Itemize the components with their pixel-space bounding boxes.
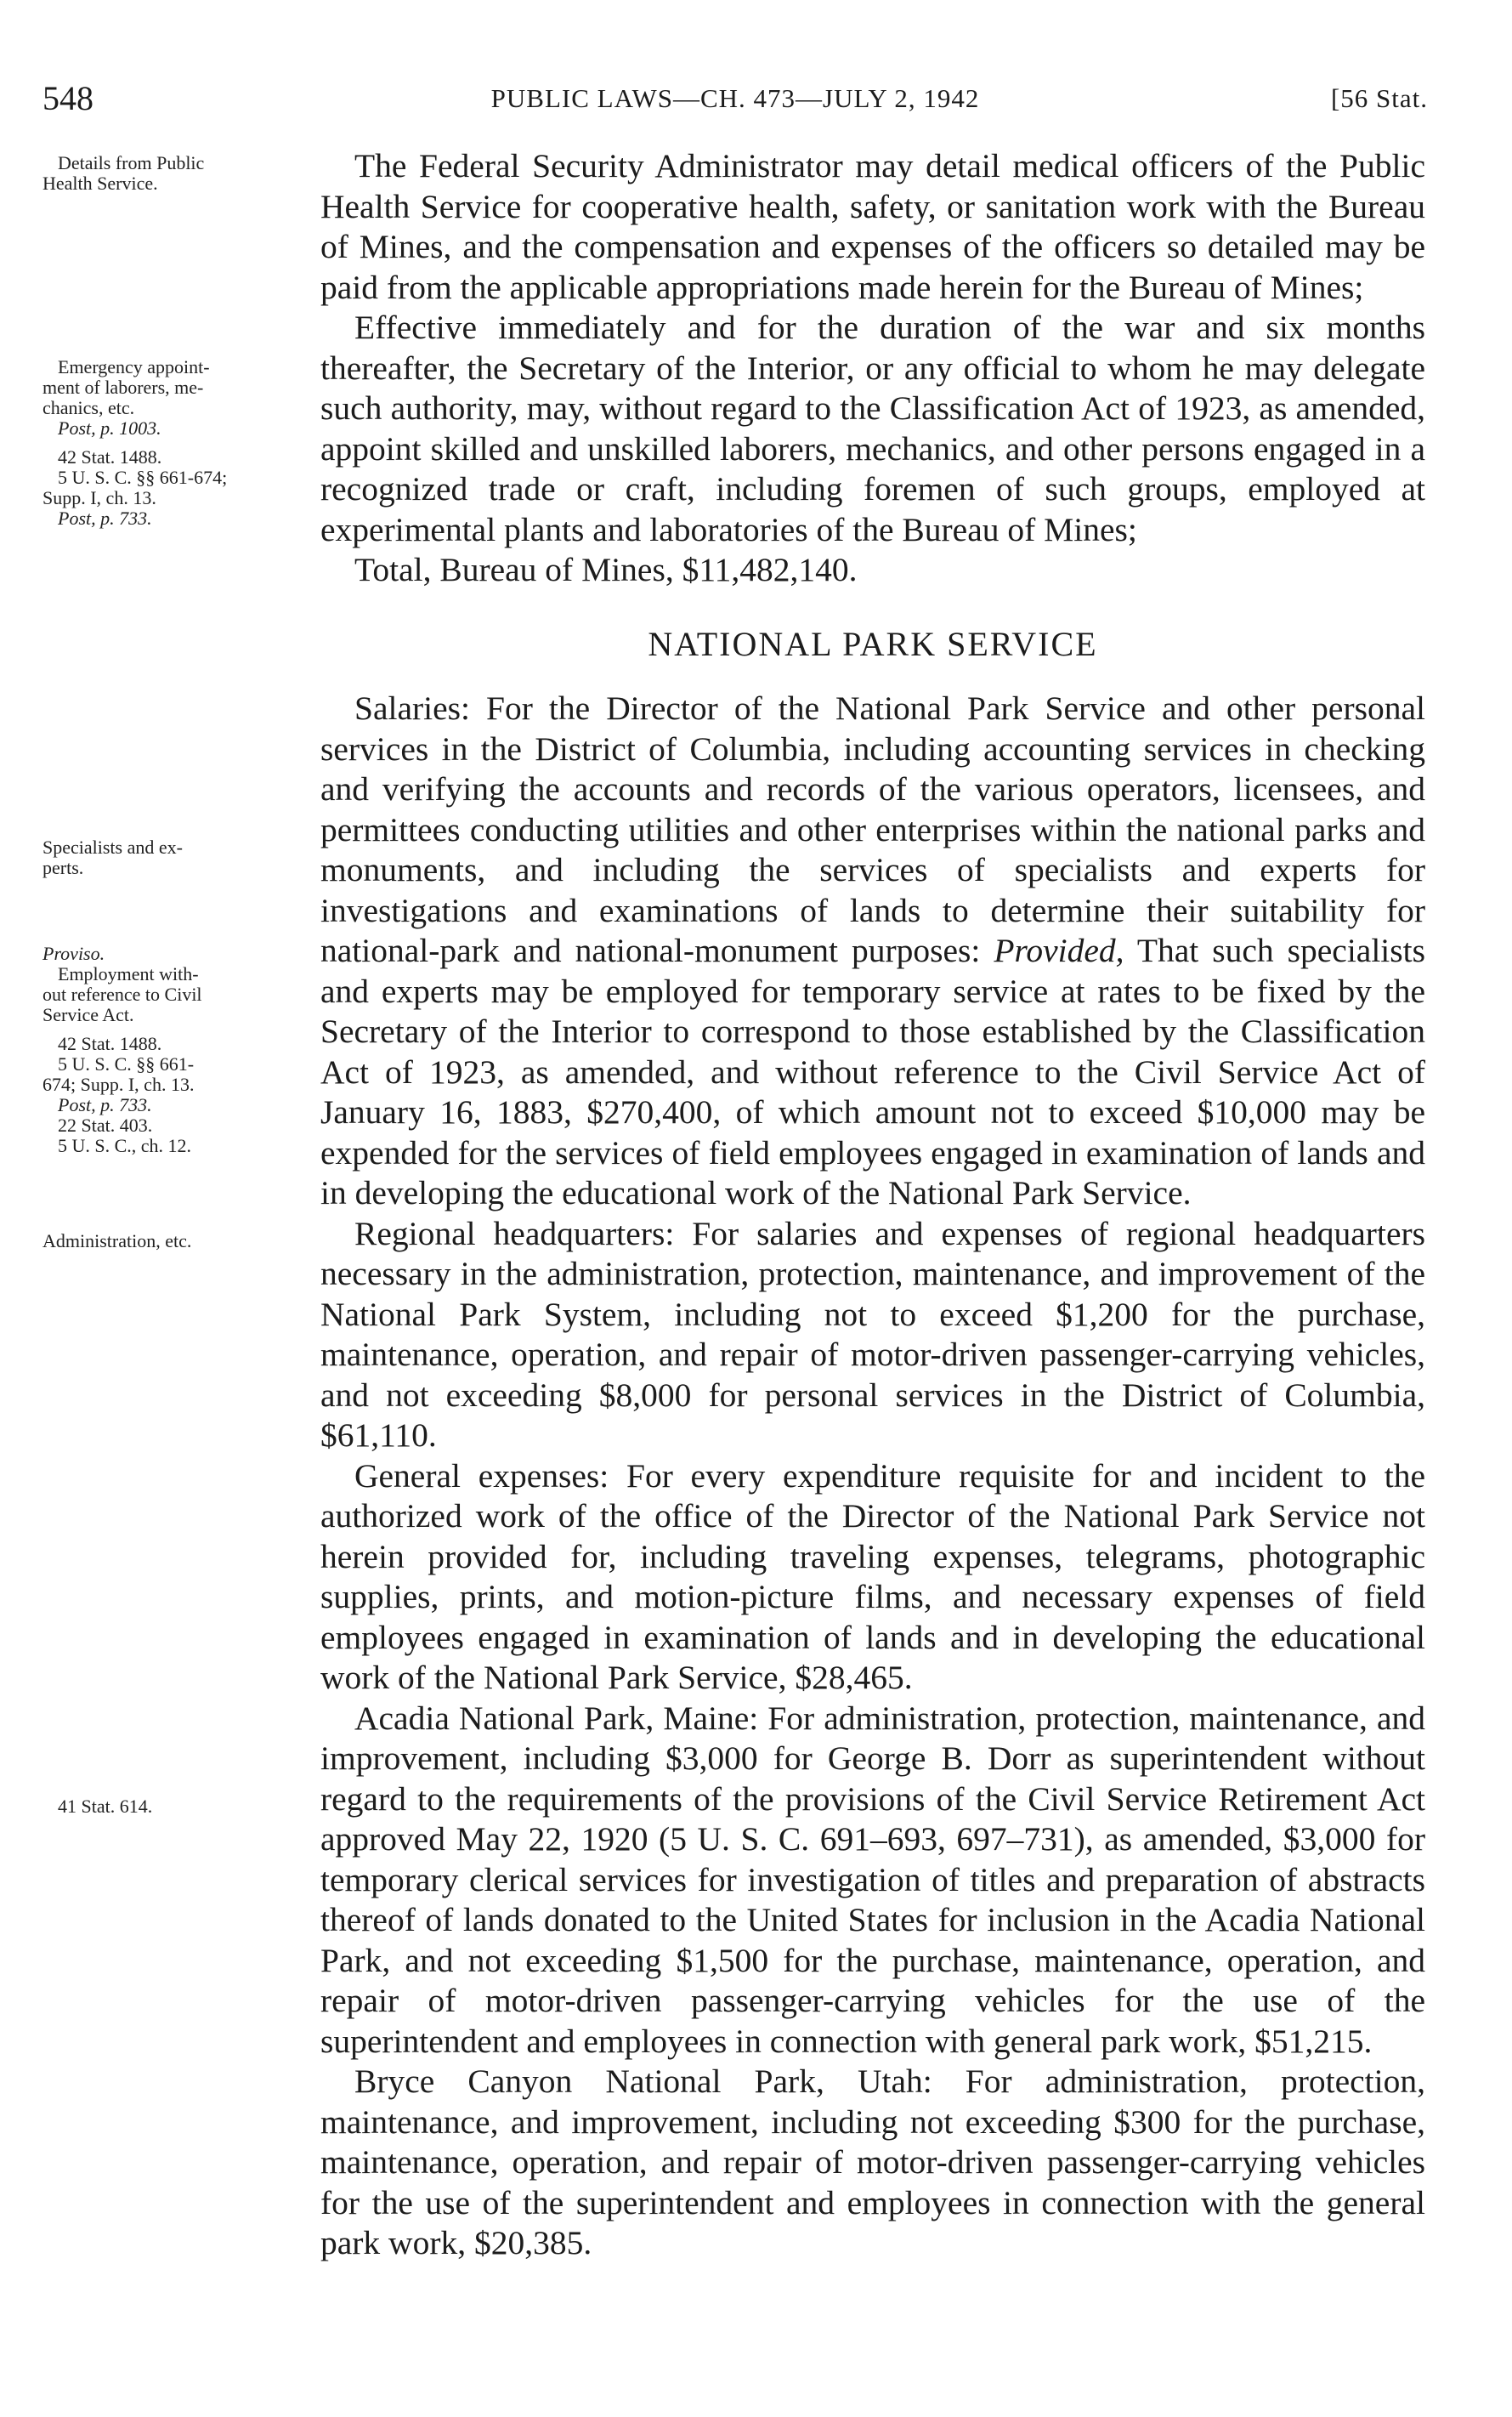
margin-note-administration: Administration, etc. — [42, 1230, 192, 1251]
paragraph-acadia: Acadia National Park, Maine: For administration, protection, maintenance, and improvement, including $3,000 for George B. Dorr as superintendent without regard to the requirements of the provisions of the Civil Service Retirement Act approved May 22, 1920 (5 U. S. C. 691–693, 697–731), as amended, $3,000 for temporary clerical services for investigation of titles and preparation of abstracts thereof of lands donated to the United States for inclusion in the Acadia National Park, and not exceeding $1,500 for the purchase, maintenance, operation, and repair of motor-driven passenger-carrying vehicles for the use of the superintendent and employees in connection with general park work, $51,215. — [320, 1699, 1425, 2060]
page-number: 548 — [42, 79, 93, 117]
paragraph-general-expenses: General expenses: For every expenditure requisite for and incident to the authorized work of the office of the Director of the National Park Service not herein provided for, including traveling expenses, telegrams, photographic supplies, prints, and motion-picture films, and necessary expenses of field employees engaged in examination of lands and in developing the educational work of the National Park Service, $28,465. — [320, 1456, 1425, 1696]
paragraph-regional-headquarters: Regional headquarters: For salaries and expenses of regional headquarters necessary in the administration, protection, maintenance, and improvement of the National Park System, including not to exceed $1,200 for the purchase, maintenance, operation, and repair of motor-driven passenger-carrying vehicles, and not exceeding $8,000 for personal services in the District of Columbia, $61,110. — [320, 1214, 1425, 1454]
paragraph-bryce-canyon: Bryce Canyon National Park, Utah: For administration, protection, maintenance, and improvement, including not exceeding $300 for the purchase, maintenance, operation, and repair of motor-driven passenger-carrying vehicles for the use of the superintendent and employees in connection with the general park work, $20,385. — [320, 2062, 1425, 2261]
section-heading: NATIONAL PARK SERVICE — [648, 625, 1098, 663]
running-header — [42, 78, 1428, 121]
margin-note-proviso: Proviso. Employment with- out reference to Civil Service Act. 42 Stat. 1488. 5 U. S. C. §§ 661- 674; Supp. I, ch. 13. Post, p. 733. 22 Stat. 403. 5 U. S. C., ch. 12. — [42, 943, 202, 1156]
paragraph-public-health-detail: The Federal Security Administrator may detail medical officers of the Public Health Service for cooperative health, safety, or sanitation work with the Bureau of Mines, and the compensation and expenses of the officers so detailed may be paid from the applicable appropriations made herein for the Bureau of Mines; — [320, 147, 1425, 306]
body-block-national-park-service — [320, 689, 1425, 2264]
margin-note-specialists: Specialists and ex- perts. — [42, 837, 183, 878]
statute-reference: [56 Stat. — [1330, 83, 1428, 113]
margin-note-details: Details from Public Health Service. — [42, 152, 205, 194]
margin-note-acadia-ref: 41 Stat. 614. — [58, 1796, 153, 1817]
running-title: PUBLIC LAWS—CH. 473—JULY 2, 1942 — [490, 83, 980, 113]
provided-italic: Provided, — [994, 932, 1124, 969]
body-block-bureau-of-mines — [320, 146, 1425, 591]
paragraph-salaries: Salaries: For the Director of the National Park Service and other personal services in the District of Columbia, including accounting services in checking and verifying the accounts and records of the various operators, licensees, and permittees conducting utilities and other enterprises within the national parks and monuments, and including the services of specialists and experts for investigations and examinations of lands to determine their suitability for national-park and national-monument purposes: Provided, That such specialists and experts may be employed for temporary service at rates to be fixed by the Secretary of the Interior to correspond to those established by the Classification Act of 1923, as amended, and without reference to the Civil Service Act of January 16, 1883, $270,400, of which amount not to exceed $10,000 may be expended for the services of field employees engaged in examination of lands and in developing the educational work of the National Park Service. — [320, 689, 1426, 1211]
paragraph-emergency-appointment: Effective immediately and for the duration of the war and six months thereafter, the Secretary of the Interior, or any official to whom he may delegate such authority, may, without regard to the Classification Act of 1923, as amended, appoint skilled and unskilled laborers, mechanics, and other persons engaged in a recognized trade or craft, including foremen of such groups, employed at experimental plants and laboratories of the Bureau of Mines; — [320, 309, 1425, 548]
paragraph-total-bureau-of-mines: Total, Bureau of Mines, $11,482,140. — [354, 551, 858, 588]
margin-note-emergency: Emergency appoint- ment of laborers, me- chanics, etc. Post, p. 1003. 42 Stat. 1488. 5 U. S. C. §§ 661-674; Supp. I, ch. 13. Post, p. 733. — [42, 356, 228, 529]
